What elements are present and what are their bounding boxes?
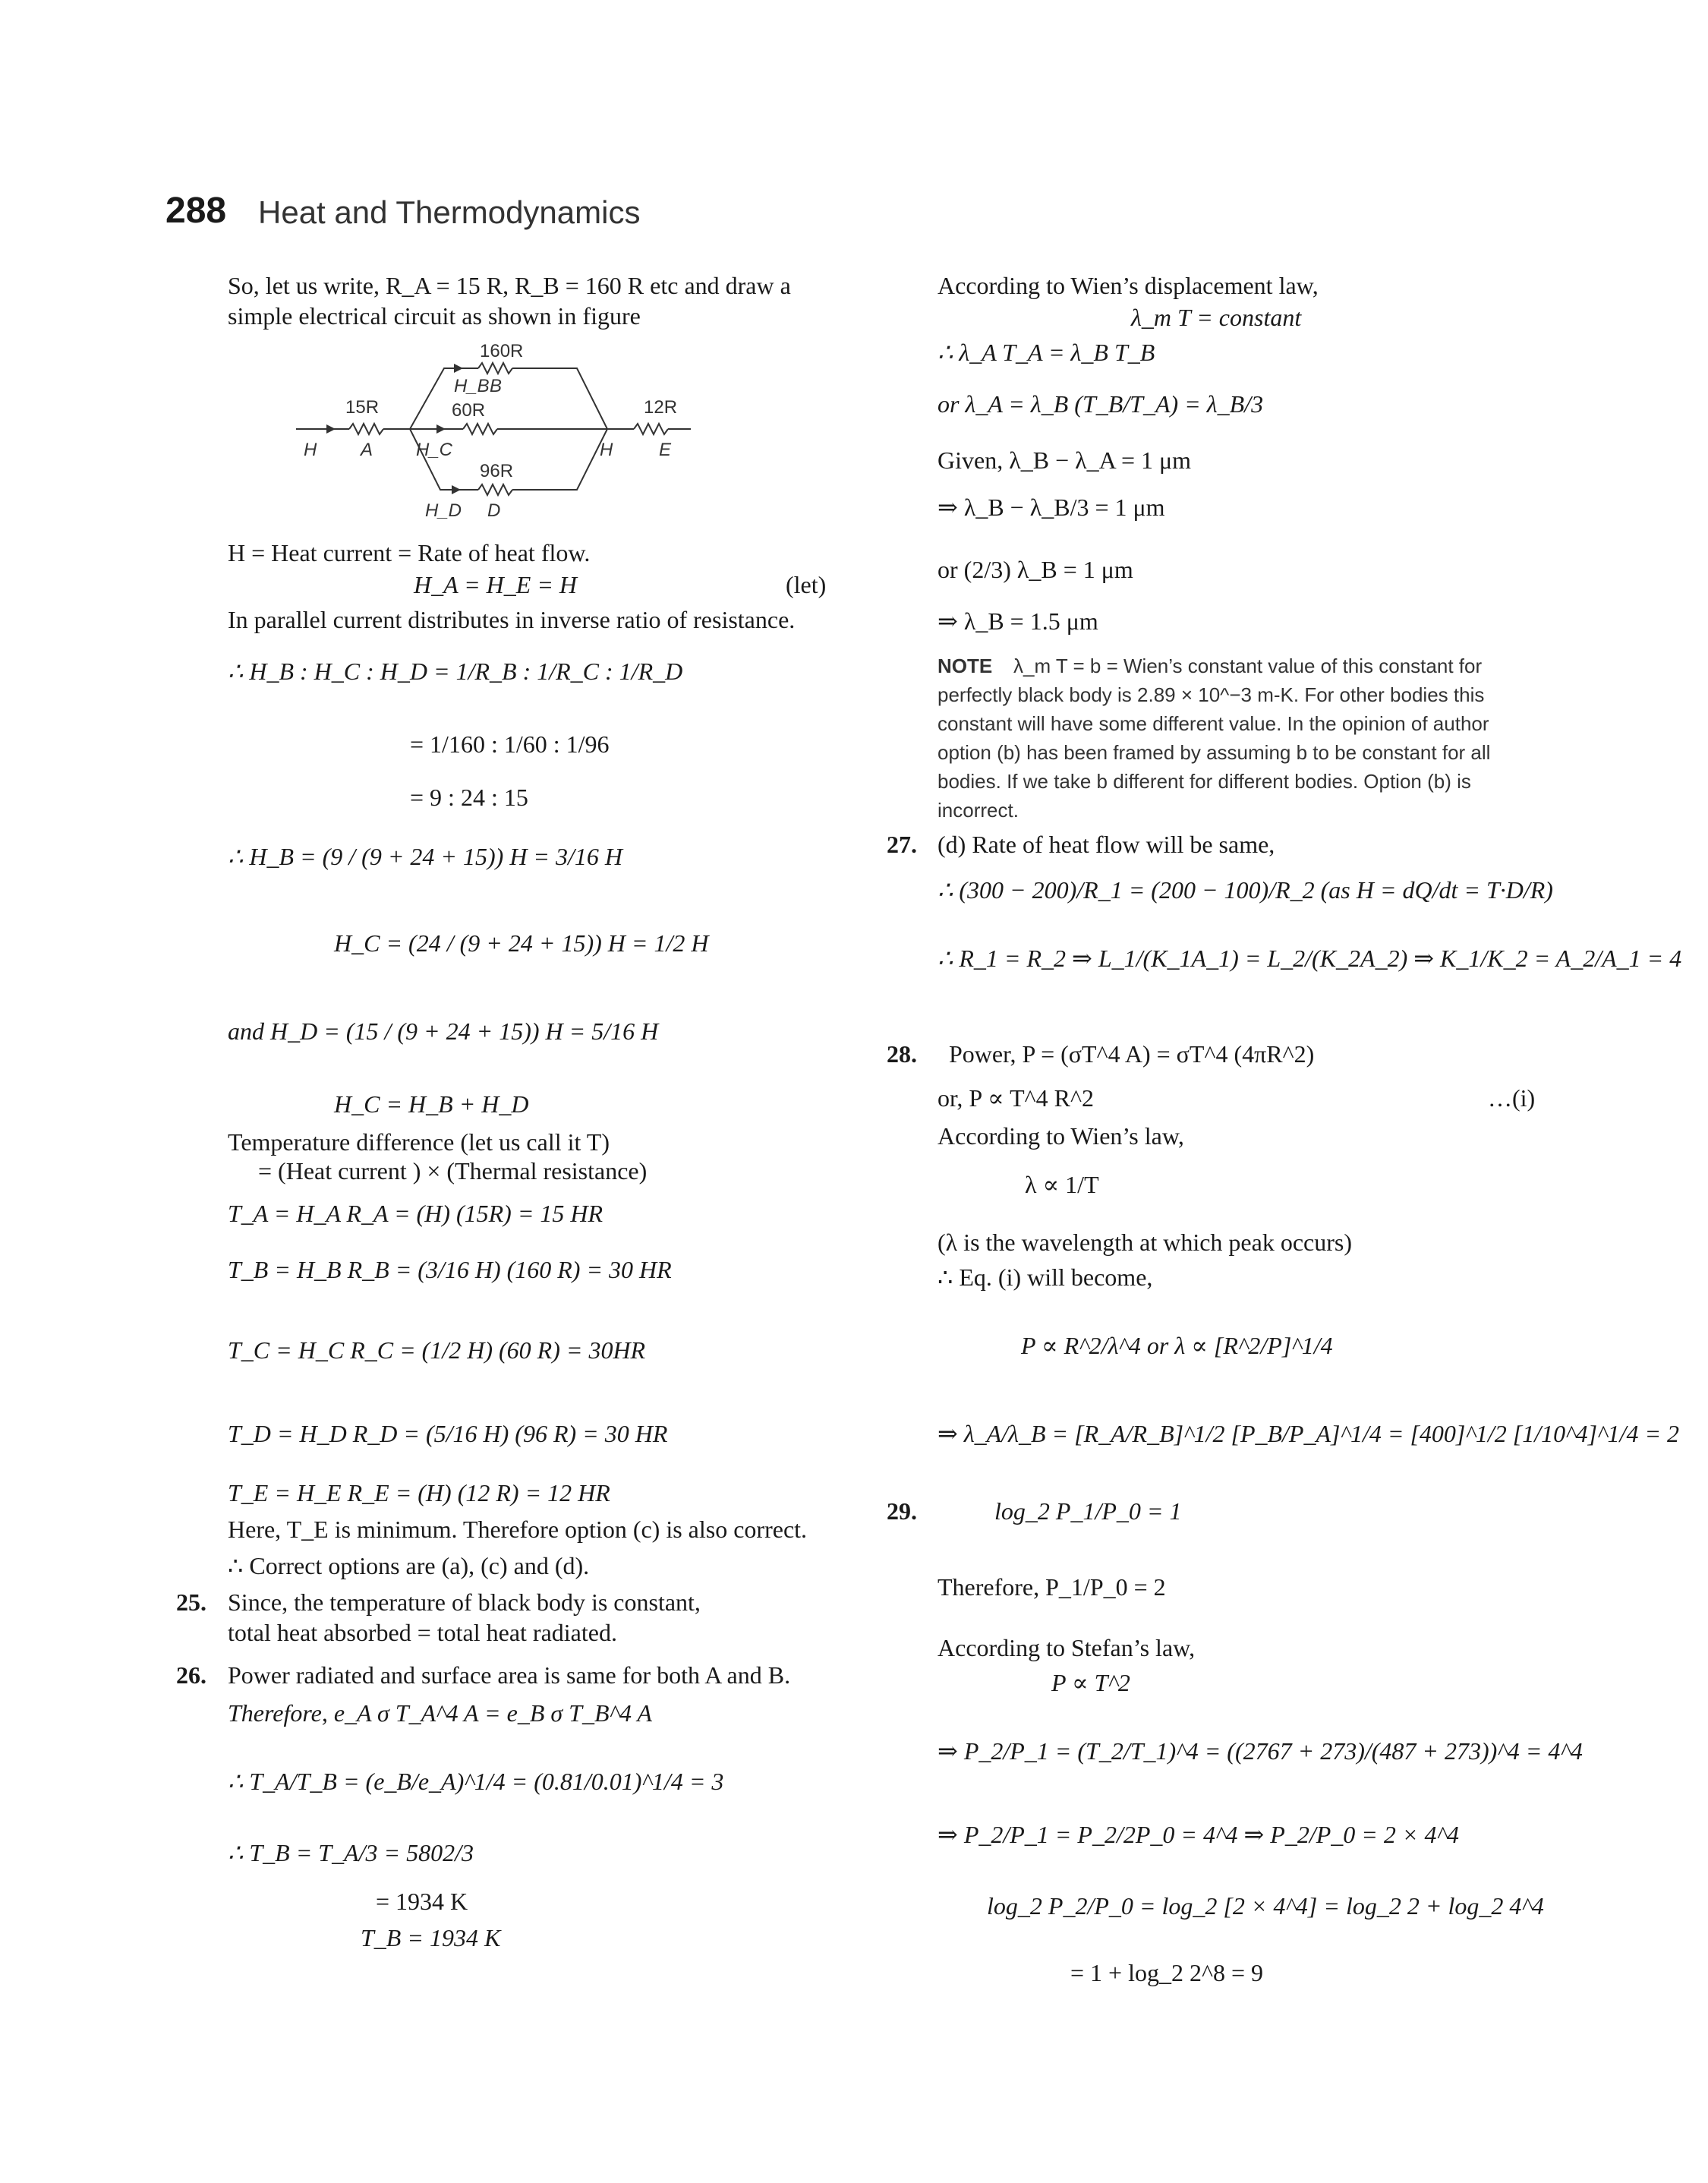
arrow-hc-icon bbox=[436, 424, 446, 434]
ta-equation: T_A = H_A R_A = (H) (15R) = 15 HR bbox=[228, 1200, 603, 1227]
q26-line-2: Therefore, e_A σ T_A^4 A = e_B σ T_B^4 A bbox=[228, 1699, 652, 1727]
q29-line-1: log_2 P_1/P_0 = 1 bbox=[994, 1497, 1182, 1525]
q26-line-1: Power radiated and surface area is same for both A and B. bbox=[228, 1661, 791, 1689]
note-label: NOTE bbox=[938, 655, 993, 677]
label-e: E bbox=[659, 440, 672, 460]
parallel-text: In parallel current distributes in inverse ratio of resistance. bbox=[228, 606, 796, 633]
hc-sum: H_C = H_B + H_D bbox=[334, 1090, 529, 1118]
q28-line-5: (λ is the wavelength at which peak occurs) bbox=[938, 1229, 1352, 1256]
wien-line-3: ∴ λ_A T_A = λ_B T_B bbox=[938, 339, 1155, 366]
correct-options: ∴ Correct options are (a), (c) and (d). bbox=[228, 1552, 590, 1579]
intro-line-1: So, let us write, R_A = 15 R, R_B = 160 R etc and draw a bbox=[228, 272, 791, 299]
wien-line-2: λ_m T = constant bbox=[1131, 304, 1302, 331]
given-line: Given, λ_B − λ_A = 1 μm bbox=[938, 446, 1192, 474]
temp-line-1: Temperature difference (let us call it T) bbox=[228, 1128, 610, 1156]
q27-line-3: ∴ R_1 = R_2 ⇒ L_1/(K_1A_1) = L_2/(K_2A_2) ⇒ K_1/K_2 = A_2/A_1 = 4 bbox=[938, 945, 1682, 972]
wien-line-4: or λ_A = λ_B (T_B/T_A) = λ_B/3 bbox=[938, 390, 1264, 418]
label-60r: 60R bbox=[452, 400, 486, 421]
te-minimum: Here, T_E is minimum. Therefore option (c) is also correct. bbox=[228, 1516, 808, 1543]
tb-equation: T_B = H_B R_B = (3/16 H) (160 R) = 30 HR bbox=[228, 1256, 672, 1283]
intro-line-2: simple electrical circuit as shown in figure bbox=[228, 302, 641, 330]
resistor-12r bbox=[634, 424, 668, 434]
q28-line-2: or, P ∝ T^4 R^2 bbox=[938, 1084, 1094, 1112]
let-label: (let) bbox=[786, 571, 827, 598]
label-a: A bbox=[361, 440, 373, 460]
hc-equation: H_C = (24 / (9 + 24 + 15)) H = 1/2 H bbox=[334, 929, 709, 957]
ratio-line-2: = 1/160 : 1/60 : 1/96 bbox=[410, 730, 610, 758]
q26-line-3: ∴ T_A/T_B = (e_B/e_A)^1/4 = (0.81/0.01)^1/4 = 3 bbox=[228, 1768, 724, 1795]
q25-line-1: Since, the temperature of black body is constant, bbox=[228, 1588, 701, 1616]
q28-eq-label: …(i) bbox=[1488, 1084, 1536, 1112]
resistor-96r bbox=[478, 484, 512, 495]
label-d: D bbox=[487, 500, 501, 521]
resistor-160r bbox=[478, 363, 512, 374]
q28-line-6: ∴ Eq. (i) will become, bbox=[938, 1263, 1153, 1291]
q26-number: 26. bbox=[176, 1661, 206, 1689]
ha-equation: H_A = H_E = H bbox=[414, 571, 578, 598]
label-96r: 96R bbox=[480, 461, 514, 481]
te-equation: T_E = H_E R_E = (H) (12 R) = 12 HR bbox=[228, 1479, 610, 1506]
q29-line-8: = 1 + log_2 2^8 = 9 bbox=[1070, 1959, 1264, 1986]
q28-line-3: According to Wien’s law, bbox=[938, 1122, 1184, 1150]
heat-current-def: H = Heat current = Rate of heat flow. bbox=[228, 539, 591, 566]
q25-number: 25. bbox=[176, 1588, 206, 1616]
q26-line-5: = 1934 K bbox=[376, 1888, 468, 1915]
q29-line-4: P ∝ T^2 bbox=[1051, 1669, 1130, 1696]
hb-equation: ∴ H_B = (9 / (9 + 24 + 15)) H = 3/16 H bbox=[228, 843, 623, 870]
label-h-left: H bbox=[304, 440, 317, 460]
ratio-line-3: = 9 : 24 : 15 bbox=[410, 784, 528, 811]
q27-line-1: (d) Rate of heat flow will be same, bbox=[938, 831, 1275, 858]
q25-line-2: total heat absorbed = total heat radiated. bbox=[228, 1619, 617, 1646]
q28-line-1: Power, P = (σT^4 A) = σT^4 (4πR^2) bbox=[949, 1040, 1315, 1068]
given-line-2: ⇒ λ_B − λ_B/3 = 1 μm bbox=[938, 494, 1165, 521]
q28-line-4: λ ∝ 1/T bbox=[1025, 1171, 1099, 1198]
wien-line-1: According to Wien’s displacement law, bbox=[938, 272, 1319, 299]
temp-line-2: = (Heat current ) × (Thermal resistance) bbox=[258, 1157, 648, 1185]
note-text: λ_m T = b = Wien’s constant value of this constant for perfectly black body is 2.89 × 10^−3 m-K. For other bodies this constant will have some different value. In the opinion of author option (b) has been framed by assuming b to be constant for all bodies. If we take b different for different bodies. Option (b) is incorrect. bbox=[938, 655, 1491, 822]
label-15r: 15R bbox=[345, 397, 380, 418]
label-b: B bbox=[490, 376, 503, 396]
label-h-right: H bbox=[600, 440, 613, 460]
page-number: 288 bbox=[165, 191, 227, 231]
arrow-hb-icon bbox=[454, 364, 463, 373]
q29-line-3: According to Stefan’s law, bbox=[938, 1634, 1196, 1661]
resistor-15r bbox=[349, 424, 383, 434]
circuit-diagram bbox=[288, 334, 714, 524]
label-hc: H_C bbox=[416, 440, 453, 460]
q28-line-7: P ∝ R^2/λ^4 or λ ∝ [R^2/P]^1/4 bbox=[1021, 1332, 1333, 1359]
label-hb: H_B bbox=[454, 376, 490, 396]
label-12r: 12R bbox=[644, 397, 678, 418]
hd-equation: and H_D = (15 / (9 + 24 + 15)) H = 5/16 H bbox=[228, 1017, 659, 1045]
given-line-4: ⇒ λ_B = 1.5 μm bbox=[938, 607, 1098, 635]
arrow-h-icon bbox=[326, 424, 336, 434]
q29-line-7: log_2 P_2/P_0 = log_2 [2 × 4^4] = log_2 2 + log_2 4^4 bbox=[987, 1892, 1544, 1920]
q29-line-5: ⇒ P_2/P_1 = (T_2/T_1)^4 = ((2767 + 273)/(487 + 273))^4 = 4^4 bbox=[938, 1737, 1583, 1765]
q26-line-6: T_B = 1934 K bbox=[361, 1924, 501, 1951]
q29-line-2: Therefore, P_1/P_0 = 2 bbox=[938, 1573, 1166, 1601]
label-160r: 160R bbox=[480, 341, 524, 361]
q29-number: 29. bbox=[887, 1497, 917, 1525]
ratio-line-1: ∴ H_B : H_C : H_D = 1/R_B : 1/R_C : 1/R_D bbox=[228, 658, 683, 685]
given-line-3: or (2/3) λ_B = 1 μm bbox=[938, 556, 1133, 583]
q28-number: 28. bbox=[887, 1040, 917, 1068]
page-title: Heat and Thermodynamics bbox=[258, 194, 641, 230]
label-hd: H_D bbox=[425, 500, 462, 521]
q29-line-6: ⇒ P_2/P_1 = P_2/2P_0 = 4^4 ⇒ P_2/P_0 = 2 × 4^4 bbox=[938, 1821, 1459, 1848]
arrow-hd-icon bbox=[452, 485, 461, 494]
q27-number: 27. bbox=[887, 831, 917, 858]
q28-line-8: ⇒ λ_A/λ_B = [R_A/R_B]^1/2 [P_B/P_A]^1/4 = [400]^1/2 [1/10^4]^1/4 = 2 bbox=[938, 1420, 1680, 1447]
tc-equation: T_C = H_C R_C = (1/2 H) (60 R) = 30HR bbox=[228, 1336, 646, 1364]
td-equation: T_D = H_D R_D = (5/16 H) (96 R) = 30 HR bbox=[228, 1420, 668, 1447]
resistor-60r bbox=[463, 424, 497, 434]
q26-line-4: ∴ T_B = T_A/3 = 5802/3 bbox=[228, 1839, 474, 1866]
q27-line-2: ∴ (300 − 200)/R_1 = (200 − 100)/R_2 (as H = dQ/dt = T·D/R) bbox=[938, 876, 1553, 904]
